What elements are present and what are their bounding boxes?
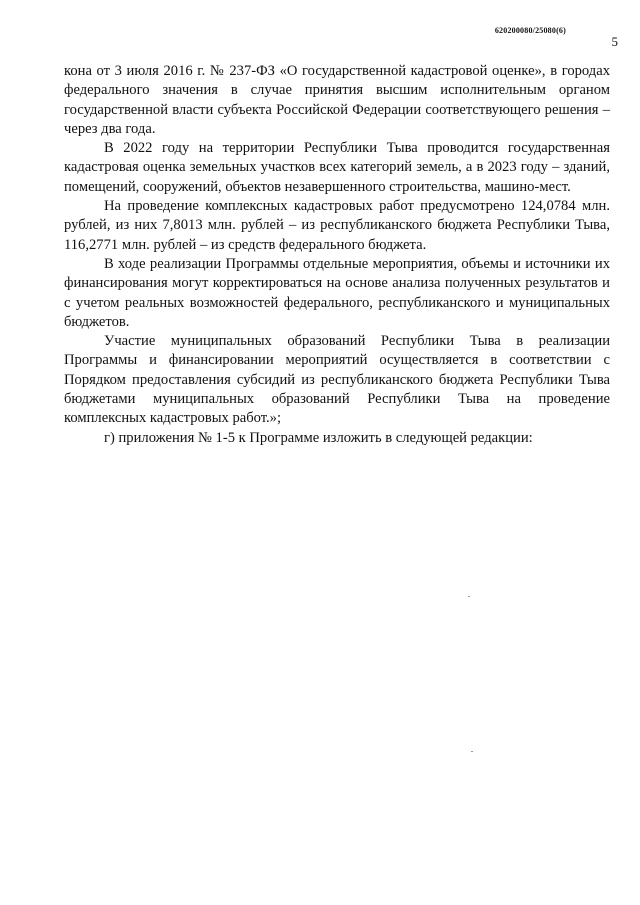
paragraph-funding: На проведение комплексных кадастровых работ предусмотрено 124,0784 млн. рублей, из них 7,8013 млн. рублей – из республиканского бюджета Республики Тыва, 116,2771 млн. рублей – из средств федерального бюджета. — [64, 198, 610, 253]
paragraph-appendices: г) приложения № 1-5 к Программе изложить в следующей редакции: — [104, 429, 533, 446]
page-number: 5 — [611, 34, 618, 49]
document-code: 620200080/25080(6) — [494, 26, 566, 35]
paragraph-program-adjustment: В ходе реализации Программы отдельные мероприятия, объемы и источники их финансирования могут корректироваться на основе анализа полученных результатов и с учетом реальных возможностей федерального, республиканского и муниципальных бюджетов. — [64, 255, 610, 330]
scan-speck — [468, 596, 470, 597]
scan-speck — [471, 751, 473, 752]
paragraph-cadastral-valuation: В 2022 году на территории Республики Тыва проводится государственная кадастровая оценка земельных участков всех категорий земель, а в 2023 году – зданий, помещений, сооружений, объектов незавершенного строительства, машино-мест. — [64, 140, 610, 195]
paragraph-continuation: кона от 3 июля 2016 г. № 237-ФЗ «О государственной кадастровой оценке», в городах федерального значения в случае принятия высшим исполнительным органом государственной власти субъекта Российской Федерации соответствующего решения – через два года. — [64, 63, 610, 137]
document-body — [64, 62, 610, 448]
paragraph-municipal-participation: Участие муниципальных образований Республики Тыва в реализации Программы и финансировании мероприятий осуществляется в соответствии с Порядком предоставления субсидий из республиканского бюджета Республики Тыва бюджетами муниципальных образований Республики Тыва на проведение комплексных кадастровых работ.»; — [64, 333, 610, 427]
